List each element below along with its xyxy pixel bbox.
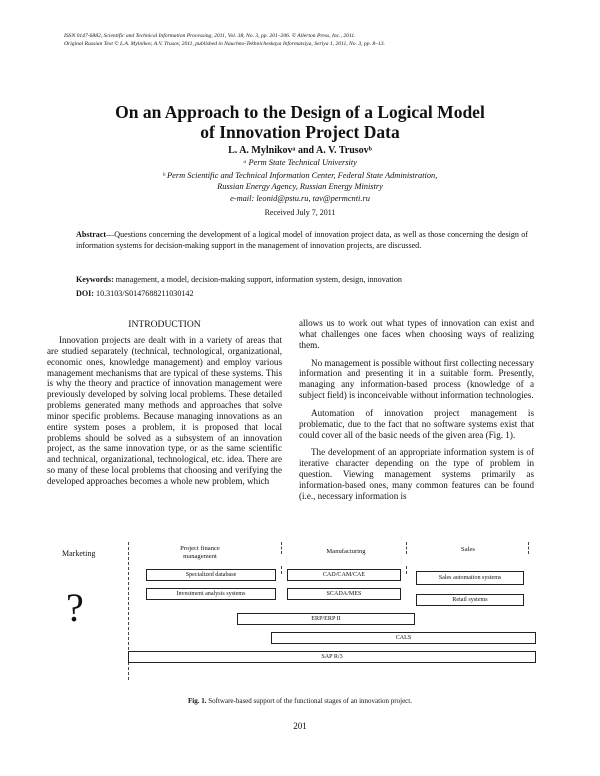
keywords-text: management, a model, decision-making support, information system, design, innovation — [113, 275, 402, 284]
affiliation-b-cont: Russian Energy Agency, Russian Energy Ministry — [217, 182, 383, 191]
box-investment-analysis: Investment analysis systems — [146, 588, 276, 600]
stage-marketing: Marketing — [62, 549, 96, 558]
received-date: Received July 7, 2011 — [264, 208, 336, 217]
box-erp: ERP/ERP II — [237, 613, 415, 625]
stage-divider-2b — [281, 566, 282, 574]
paper-title-line-2: of Innovation Project Data — [200, 122, 400, 142]
caption-label: Fig. 1. — [188, 697, 207, 705]
box-specialized-database: Specialized database — [146, 569, 276, 581]
stage-divider-2a — [281, 542, 282, 554]
stage-finance-line-1: Project finance — [180, 545, 220, 552]
stage-finance-line-2: management — [183, 553, 217, 560]
figure-1-caption — [64, 697, 536, 705]
stage-divider-3b — [406, 566, 407, 574]
abstract — [76, 229, 528, 251]
box-cad-cam-cae: CAD/CAM/CAE — [287, 569, 401, 581]
box-cals: CALS — [271, 632, 536, 644]
abstract-label: Abstract — [76, 230, 107, 239]
keywords — [76, 274, 528, 285]
intro-paragraph-3: Automation of innovation project management is problematic, due to the fact that no software systems exist that could cover all of the basic needs of the given area (Fig. 1). — [299, 407, 534, 440]
page-number: 201 — [293, 721, 307, 731]
stage-finance — [160, 545, 240, 561]
caption-text: Software-based support of the functional stages of an innovation project. — [206, 697, 412, 705]
question-mark: ? — [66, 585, 84, 630]
authors: L. A. Mylnikovᵃ and A. V. Trusovᵇ — [228, 145, 372, 156]
box-sap-r3: SAP R/3 — [128, 651, 536, 663]
stage-sales: Sales — [461, 546, 475, 553]
doi-text: 10.3103/S0147688211030142 — [94, 289, 194, 298]
intro-paragraph-2: No management is possible without first collecting necessary information and presenting it in a suitable form. Presently, managing any information-based process (knowledge of a subject field) is inconceivable without information technologies. — [299, 357, 534, 401]
box-sales-automation: Sales automation systems — [416, 571, 524, 585]
intro-paragraph-1: Innovation projects are dealt with in a variety of areas that are studied separately (technical, technological, organizational, economic ones, knowledge management) and employ various management mechanisms that are typical of these systems. This is why the theory and practice of innovation management were previously developed by solving local problems. These detailed problems generated many methods and approaches that solve minor specific problems. Because managing innovations as an entire system poses a problem, it is proposed that local problems should be solved as a subsystem of an innovation project, as the same innovation type, or as the same scientific and technical, organizational, technological, etc. idea. There are so many of these local problems that choosing and verifying the developed approaches becomes a whole new problem, which — [47, 335, 282, 486]
stage-divider-3a — [406, 542, 407, 554]
affiliation-a: ᵃ Perm State Technical University — [243, 158, 357, 167]
journal-header-line-2: Original Russian Text © L.A. Mylnikov, A.V. Trusov, 2011, published in Nauchno-Tekhnicheskaya Informatsiya, Seriya 1, 2011, No. 3, pp. 8–13. — [64, 41, 385, 47]
stage-divider-4 — [528, 542, 529, 554]
journal-header-line-1: ISSN 0147-6882, Scientific and Technical Information Processing, 2011, Vol. 38, No. 3, pp. 201–206. © Allerton Press, Inc., 2011. — [64, 33, 356, 39]
intro-paragraph-4: The development of an appropriate information system is of iterative character depending on the type of problem in question. Viewing management systems primarily as information-based ones, many common features can be found (i.e., necessary information is — [299, 447, 534, 501]
right-column — [299, 318, 534, 509]
section-heading-introduction: INTRODUCTION — [128, 319, 201, 330]
doi — [76, 288, 528, 299]
left-column — [47, 335, 282, 494]
stage-manufacturing: Manufacturing — [326, 548, 366, 555]
paper-title-line-1: On an Approach to the Design of a Logical Model — [115, 102, 485, 122]
author-emails: e-mail: leonid@pstu.ru, tav@permcnti.ru — [230, 194, 370, 203]
box-retail-systems: Retail systems — [416, 594, 524, 606]
doi-label: DOI: — [76, 289, 94, 298]
keywords-label: Keywords: — [76, 275, 114, 284]
box-scada-mes: SCADA/MES — [287, 588, 401, 600]
intro-paragraph-continued: allows us to work out what types of innovation can exist and what challenges one faces when choosing ways of realizing them. — [299, 318, 534, 350]
affiliation-b: ᵇ Perm Scientific and Technical Information Center, Federal State Administration, — [162, 171, 438, 180]
figure-1 — [0, 538, 600, 698]
abstract-text: —Questions concerning the development of a logical model of innovation project data, as well as those concerning the design of information systems for decision-making support in the management of innovation projects, are discussed. — [76, 230, 528, 250]
